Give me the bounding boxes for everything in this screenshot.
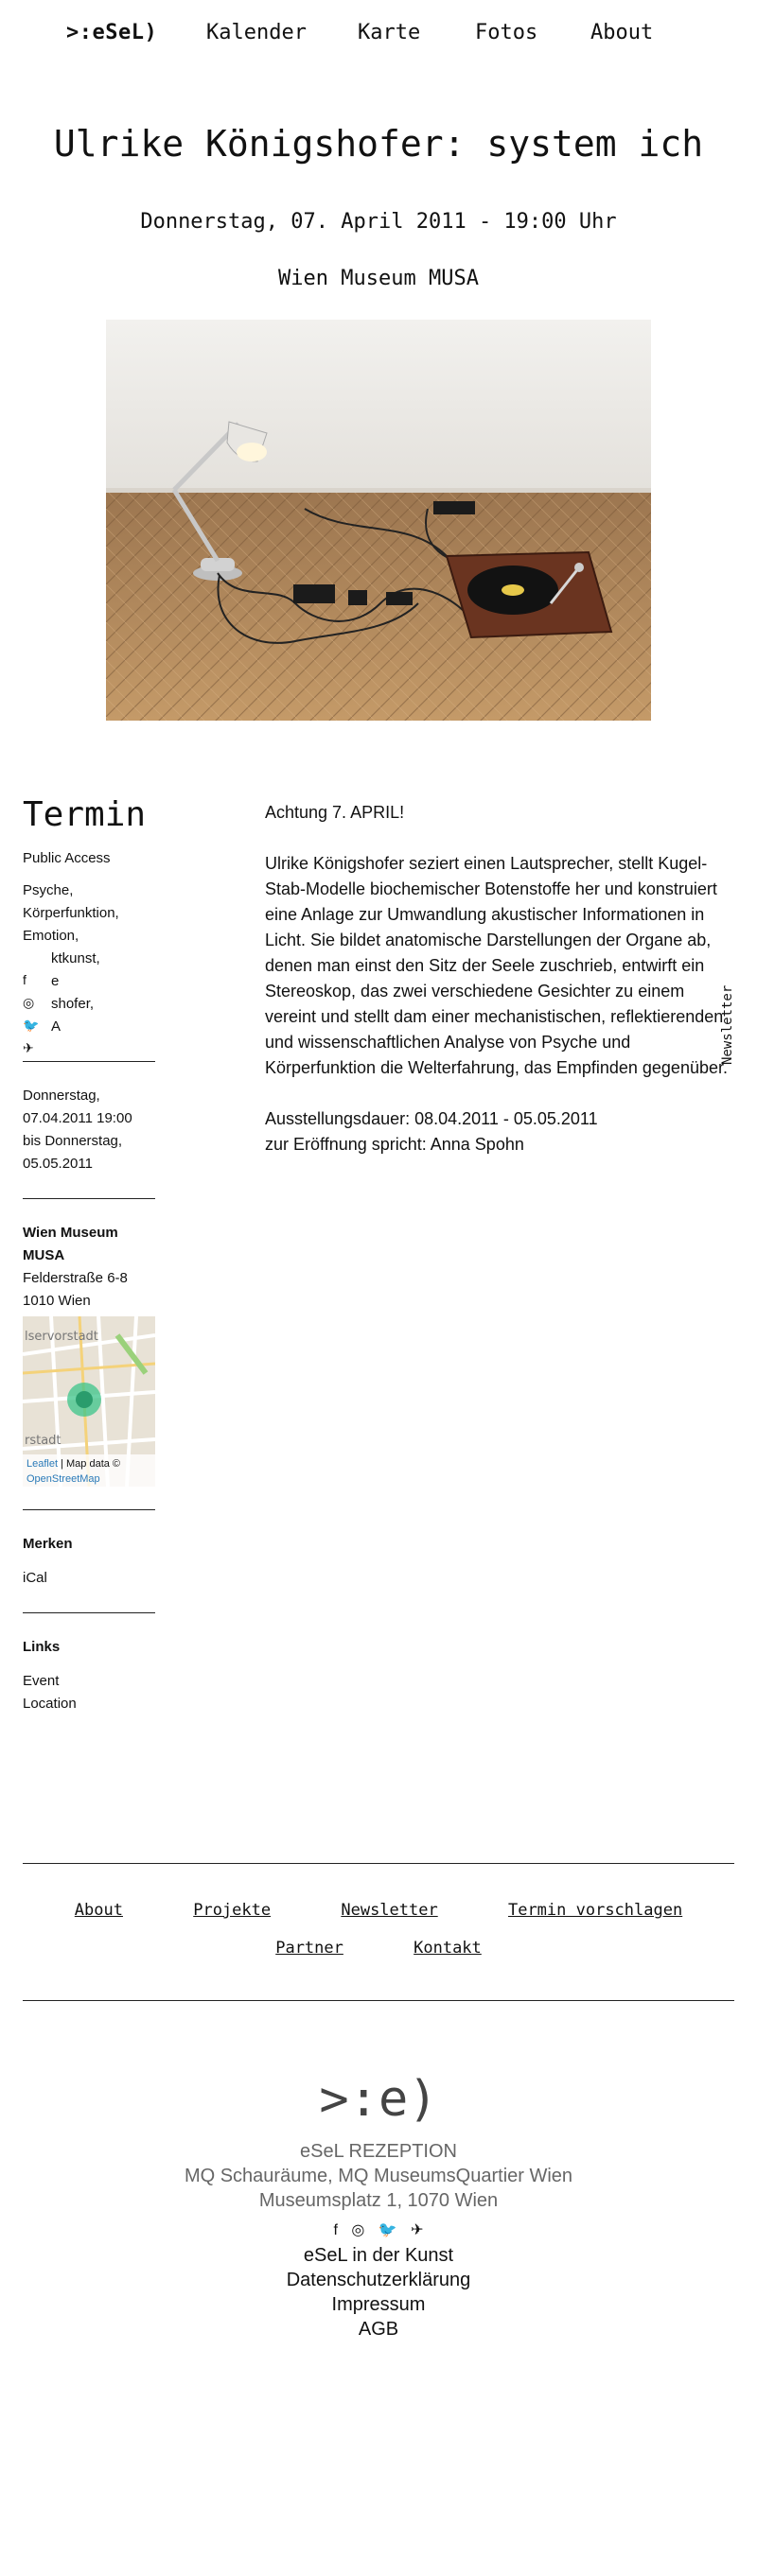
event-title: Ulrike Königshofer: system ich [53, 123, 704, 165]
event-venue: Wien Museum MUSA [278, 267, 479, 290]
footer-divider-top [23, 1863, 734, 1864]
sidebar-divider [23, 1612, 155, 1613]
osm-link[interactable]: OpenStreetMap [26, 1473, 100, 1485]
sidebar-divider [23, 1198, 155, 1199]
tag-koerperfunktion[interactable]: Körperfunktion, [23, 905, 119, 921]
tag-fragment[interactable]: e [51, 973, 60, 989]
footer-logo[interactable]: >:e) [319, 2071, 438, 2128]
footer-links-row2 [23, 1939, 734, 1958]
site-logo[interactable]: >:eSeL) [66, 21, 158, 44]
nav-about[interactable]: About [590, 21, 654, 44]
sidebar-heading: Termin [23, 795, 147, 834]
description-details [265, 1106, 729, 1157]
footer-esel-in-der-kunst-link[interactable]: eSeL in der Kunst [303, 2245, 454, 2266]
footer-partner-link[interactable]: Partner [275, 1939, 343, 1958]
venue-block [23, 1222, 155, 1313]
sidebar-divider [23, 1061, 155, 1062]
tag-objektkunst[interactable]: ktkunst, [51, 950, 100, 966]
footer-address-line: Museumsplatz 1, 1070 Wien [258, 2190, 499, 2211]
event-sidebar [23, 794, 155, 1715]
date-line: Donnerstag, [23, 1088, 100, 1104]
map-label: rstadt [25, 1434, 62, 1448]
newsletter-tab[interactable] [715, 983, 744, 1078]
sidebar-divider [23, 1509, 155, 1510]
tag-koenigshofer[interactable]: shofer, [51, 996, 95, 1012]
footer-address-line: MQ Schauräume, MQ MuseumsQuartier Wien [184, 2166, 573, 2186]
event-link[interactable]: Event [23, 1673, 60, 1689]
exhibition-duration: Ausstellungsdauer: 08.04.2011 - 05.05.2011 [265, 1109, 598, 1128]
instagram-icon[interactable]: ◎ [23, 995, 35, 1010]
location-link[interactable]: Location [23, 1696, 77, 1712]
twitter-icon[interactable]: 🐦 [378, 2222, 397, 2238]
tag-emotion[interactable]: Emotion, [23, 928, 79, 944]
attrib-sep: | Map data © [58, 1458, 121, 1470]
event-image [106, 320, 651, 721]
opening-speaker: zur Eröffnung spricht: Anna Spohn [265, 1135, 524, 1154]
footer-about-link[interactable]: About [74, 1901, 123, 1920]
address-line: 1010 Wien [23, 1293, 91, 1309]
telegram-icon[interactable]: ✈ [411, 2222, 424, 2238]
instagram-icon[interactable]: ◎ [351, 2222, 365, 2238]
facebook-icon[interactable]: f [333, 2222, 338, 2238]
description-body: Ulrike Königshofer seziert einen Lautsprecher, stellt Kugel-Stab-Modelle biochemischer Botenstoffe her und konstruiert eine Anlage zur Umwandlung akustischer Informationen in Licht. Sie bildet anatomische Darstellungen der Organe ab, denen man einst den Sitz der Seele zuschrieb, entwirft ein Stereoskop, das zwei verschiedene Gesichter zu einem vereint und stellt dam einer mechanistischen, reflektierenden und wissenschaftlichen Analyse von Psyche und Körperfunktion die Welterfahrung, das Empfinden gegenüber. [265, 854, 728, 1077]
social-share-bar [23, 968, 40, 1059]
footer-address-line: eSeL REZEPTION [300, 2141, 457, 2162]
newsletter-tab-label: Newsletter [720, 984, 735, 1065]
map-attribution [26, 1456, 153, 1487]
ical-link[interactable]: iCal [23, 1570, 47, 1586]
date-line: bis Donnerstag, [23, 1133, 123, 1149]
footer-agb-link[interactable]: AGB [358, 2319, 399, 2340]
tag-psyche[interactable]: Psyche, [23, 882, 74, 898]
event-category[interactable]: Public Access [23, 850, 111, 866]
facebook-icon[interactable]: f [23, 972, 26, 987]
nav-fotos[interactable]: Fotos [475, 21, 538, 44]
description-notice: Achtung 7. APRIL! [265, 803, 405, 822]
footer-brand [0, 2071, 757, 2341]
footer-datenschutz-link[interactable]: Datenschutzerklärung [286, 2270, 471, 2290]
footer-links-row1 [23, 1901, 734, 1920]
event-description [265, 800, 729, 1183]
footer-projekte-link[interactable]: Projekte [193, 1901, 272, 1920]
location-map[interactable] [23, 1316, 155, 1487]
footer-social-icons [0, 2220, 757, 2239]
footer-termin-vorschlagen-link[interactable]: Termin vorschlagen [507, 1901, 683, 1920]
telegram-icon[interactable]: ✈ [23, 1040, 34, 1055]
tag-musa[interactable]: A [51, 1018, 62, 1035]
leaflet-link[interactable]: Leaflet [26, 1458, 59, 1470]
twitter-icon[interactable]: 🐦 [23, 1018, 40, 1033]
event-date: Donnerstag, 07. April 2011 - 19:00 Uhr [140, 210, 617, 234]
date-line: 05.05.2011 [23, 1156, 93, 1172]
nav-karte[interactable]: Karte [358, 21, 421, 44]
top-navigation [0, 0, 757, 66]
turntable-lamp-photo [106, 320, 651, 721]
footer-impressum-link[interactable]: Impressum [331, 2294, 426, 2315]
event-dates [23, 1085, 155, 1175]
footer-kontakt-link[interactable]: Kontakt [414, 1939, 482, 1958]
merken-heading: Merken [23, 1536, 73, 1552]
date-line: 07.04.2011 19:00 [23, 1110, 132, 1126]
links-heading: Links [23, 1639, 61, 1655]
address-line: Felderstraße 6-8 [23, 1270, 128, 1286]
venue-name[interactable]: Wien Museum MUSA [23, 1225, 118, 1263]
nav-kalender[interactable]: Kalender [206, 21, 307, 44]
event-tags [23, 879, 155, 1055]
footer-newsletter-link[interactable]: Newsletter [341, 1901, 438, 1920]
map-label: lservorstadt [25, 1330, 98, 1344]
footer-divider-bottom [23, 2000, 734, 2001]
